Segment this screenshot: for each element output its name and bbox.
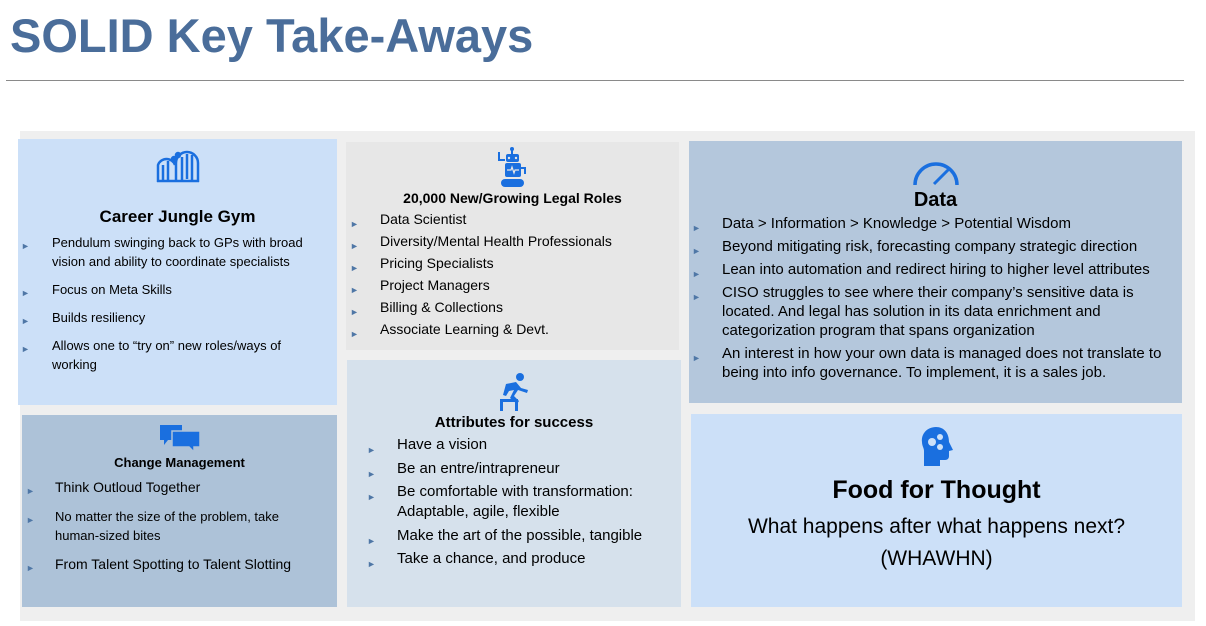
bullet-icon: ► (367, 468, 376, 479)
bullet-icon: ► (350, 263, 359, 273)
list-item (22, 507, 337, 545)
bullet-icon: ► (26, 515, 35, 525)
list-item-text: No matter the size of the problem, take human-sized bites (55, 509, 279, 543)
bullet-icon: ► (692, 353, 701, 363)
bullet-icon: ► (21, 344, 30, 354)
title-divider (6, 80, 1184, 81)
card-title: Change Management (114, 455, 245, 470)
list-item (18, 233, 337, 271)
change-list (22, 478, 337, 574)
bullet-icon: ► (692, 223, 701, 233)
bullet-icon: ► (692, 246, 701, 256)
list-item-text: Be an entre/intrapreneur (397, 459, 560, 477)
card-title: Food for Thought (832, 476, 1041, 504)
list-item (22, 478, 337, 497)
bullet-icon: ► (350, 241, 359, 251)
list-item (689, 214, 1182, 233)
list-item-text: Data Scientist (380, 211, 467, 227)
list-item (18, 308, 337, 327)
card-title: Career Jungle Gym (99, 207, 256, 226)
list-item-text: Diversity/Mental Health Professionals (380, 233, 612, 249)
change-management-card (22, 415, 337, 607)
list-item (689, 344, 1182, 382)
chat-bubbles-icon (22, 423, 337, 453)
bullet-icon: ► (21, 316, 30, 326)
robot-icon (346, 146, 679, 190)
list-item-text: Think Outloud Together (55, 479, 201, 495)
bullet-icon: ► (367, 535, 376, 546)
data-list (689, 214, 1182, 382)
list-item (347, 549, 681, 569)
list-item (346, 318, 679, 340)
list-item-text: Project Managers (380, 277, 490, 293)
bullet-icon: ► (692, 292, 701, 302)
list-item-text: Billing & Collections (380, 299, 503, 315)
bullet-icon: ► (21, 288, 30, 298)
bullet-icon: ► (367, 492, 376, 502)
attributes-card (347, 360, 681, 607)
list-item (346, 208, 679, 230)
career-list (18, 233, 337, 374)
list-item-text: CISO struggles to see where their company’s sensitive data is located. And legal has solution in its data enrichment and categorization program that spans organization (722, 284, 1134, 339)
list-item (346, 230, 679, 252)
list-item-text: Beyond mitigating risk, forecasting company strategic direction (722, 238, 1138, 255)
bullet-icon: ► (21, 241, 30, 251)
bullet-icon: ► (367, 559, 376, 569)
list-item (18, 280, 337, 299)
list-item (346, 296, 679, 318)
list-item-text: Lean into automation and redirect hiring to higher level attributes (722, 261, 1150, 278)
bullet-icon: ► (350, 285, 359, 295)
list-item (346, 252, 679, 274)
list-item (689, 260, 1182, 279)
card-title: Data (913, 189, 958, 211)
attributes-list (347, 435, 681, 569)
list-item-text: Take a chance, and produce (397, 550, 586, 567)
list-item (347, 435, 681, 455)
list-item (347, 526, 681, 546)
head-gears-icon (691, 426, 1182, 468)
list-item-text: Be comfortable with transformation: Adaptable, agile, flexible (397, 483, 633, 520)
list-item (18, 336, 337, 374)
bullet-icon: ► (26, 563, 35, 573)
bullet-icon: ► (692, 269, 701, 279)
list-item-text: Allows one to “try on” new roles/ways of working (52, 338, 282, 372)
career-jungle-gym-card (18, 139, 337, 405)
list-item-text: Builds resiliency (52, 310, 146, 325)
list-item (347, 459, 681, 479)
question-acronym: (WHAWHN) (880, 547, 993, 570)
hurdle-runner-icon (347, 372, 681, 412)
bullet-icon: ► (350, 219, 359, 229)
food-for-thought-card (691, 414, 1182, 607)
list-item-text: Associate Learning & Devt. (380, 321, 549, 337)
food-question (691, 511, 1182, 575)
list-item-text: Pendulum swinging back to GPs with broad vision and ability to coordinate specialists (52, 235, 303, 269)
card-title: Attributes for success (434, 414, 594, 431)
list-item-text: Make the art of the possible, tangible (397, 526, 643, 544)
page-title: SOLID Key Take-Aways (10, 9, 534, 62)
data-card (689, 141, 1182, 403)
legal-roles-card (346, 142, 679, 350)
bullet-icon: ► (26, 486, 35, 496)
list-item-text: An interest in how your own data is managed does not translate to being into info governance. To implement, it is a sales job. (722, 345, 1162, 381)
list-item (22, 555, 337, 574)
bullet-icon: ► (367, 445, 376, 455)
list-item (346, 274, 679, 296)
list-item-text: From Talent Spotting to Talent Slotting (55, 556, 292, 572)
list-item-text: Have a vision (397, 436, 488, 453)
speedometer-icon (689, 159, 1182, 187)
roller-coaster-icon (18, 149, 337, 183)
roles-list (346, 208, 679, 340)
list-item-text: Data > Information > Knowledge > Potential Wisdom (722, 215, 1071, 232)
list-item (689, 237, 1182, 256)
list-item (689, 283, 1182, 340)
list-item-text: Pricing Specialists (380, 255, 494, 271)
list-item-text: Focus on Meta Skills (52, 282, 172, 297)
bullet-icon: ► (350, 307, 359, 317)
question-text: What happens after what happens next? (747, 515, 1126, 538)
list-item (347, 482, 681, 522)
bullet-icon: ► (350, 329, 359, 339)
card-title: 20,000 New/Growing Legal Roles (403, 190, 622, 206)
